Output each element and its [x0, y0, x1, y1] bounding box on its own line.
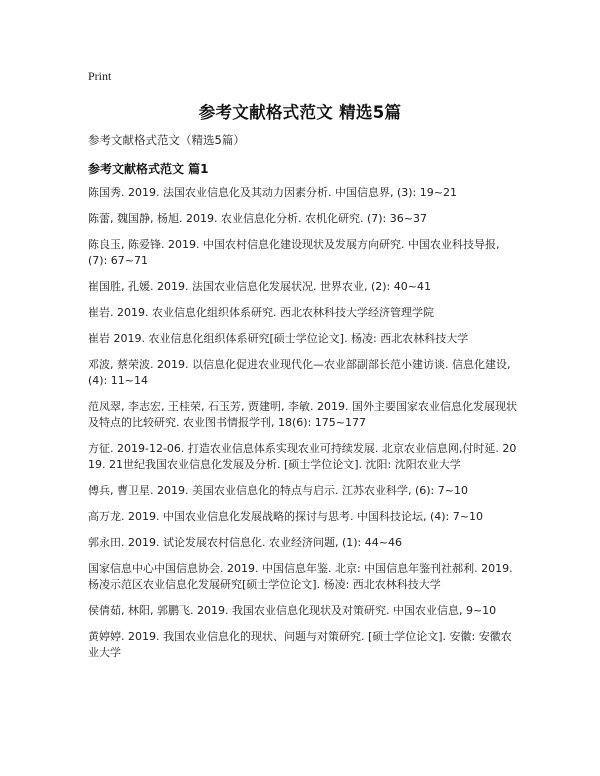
reference-item: 崔岩. 2019. 农业信息化组织体系研究. 西北农林科技大学经济管理学院 [88, 306, 434, 319]
reference-item: 范凤翠, 李志宏, 王桂荣, 石玉芳, 贾建明, 李敏. 2019. 国外主要国家农业信息化发展现状及特点的比较研究. 农业图书情报学刊, 18(6): 175~177 [88, 400, 517, 429]
reference-item: 陈国秀. 2019. 法国农业信息化及其动力因素分析. 中国信息界, (3): 19~21 [88, 186, 457, 199]
reference-item: 黄婷婷. 2019. 我国农业信息化的现状、问题与对策研究. [硕士学位论文]. 安徽: 安徽农业大学 [88, 630, 512, 659]
reference-item: 方征. 2019-12-06. 打造农业信息体系实现农业可持续发展. 北京农业信息网,付时延. 2019. 21世纪我国农业信息化发展及分析. [硕士学位论文]. 沈阳: 沈阳农业大学 [88, 442, 517, 471]
reference-item: 崔岩 2019. 农业信息化组织体系研究[硕士学位论文]. 杨凌: 西北农林科技大学 [88, 332, 469, 345]
reference-item: 傅兵, 曹卫星. 2019. 美国农业信息化的特点与启示. 江苏农业科学, (6): 7~10 [88, 484, 468, 497]
reference-list [88, 185, 520, 671]
page-title: 参考文献格式范文 精选5篇 [198, 103, 402, 122]
reference-item: 陈良玉, 陈爱锋. 2019. 中国农村信息化建设现状及发展方向研究. 中国农业科技导报, (7): 67~71 [88, 238, 500, 267]
print-label: Print [88, 69, 112, 83]
reference-item: 陈蕾, 魏国静, 杨旭. 2019. 农业信息化分析. 农机化研究. (7): 36~37 [88, 212, 427, 225]
reference-item: 邓波, 蔡荣波. 2019. 以信息化促进农业现代化—农业部副部长范小建访谈. 信息化建设, (4): 11~14 [88, 358, 511, 387]
reference-item: 郭永田. 2019. 试论发展农村信息化. 农业经济问题, (1): 44~46 [88, 536, 402, 549]
reference-item: 国家信息中心中国信息协会. 2019. 中国信息年鉴. 北京: 中国信息年鉴刊社郝利. 2019. 杨凌示范区农业信息化发展研究[硕士学位论文]. 杨凌: 西北农林科技大学 [88, 562, 513, 591]
reference-item: 侯倩茹, 林阳, 郭鹏飞. 2019. 我国农业信息化现状及对策研究. 中国农业信息, 9~10 [88, 604, 497, 617]
section-heading: 参考文献格式范文 篇1 [88, 162, 209, 176]
reference-item: 崔国胜, 孔媛. 2019. 法国农业信息化发展状况. 世界农业, (2): 40~41 [88, 280, 431, 293]
page-subtitle: 参考文献格式范文（精选5篇） [88, 133, 245, 147]
reference-item: 高万龙. 2019. 中国农业信息化发展战略的探讨与思考. 中国科技论坛, (4): 7~10 [88, 510, 483, 523]
